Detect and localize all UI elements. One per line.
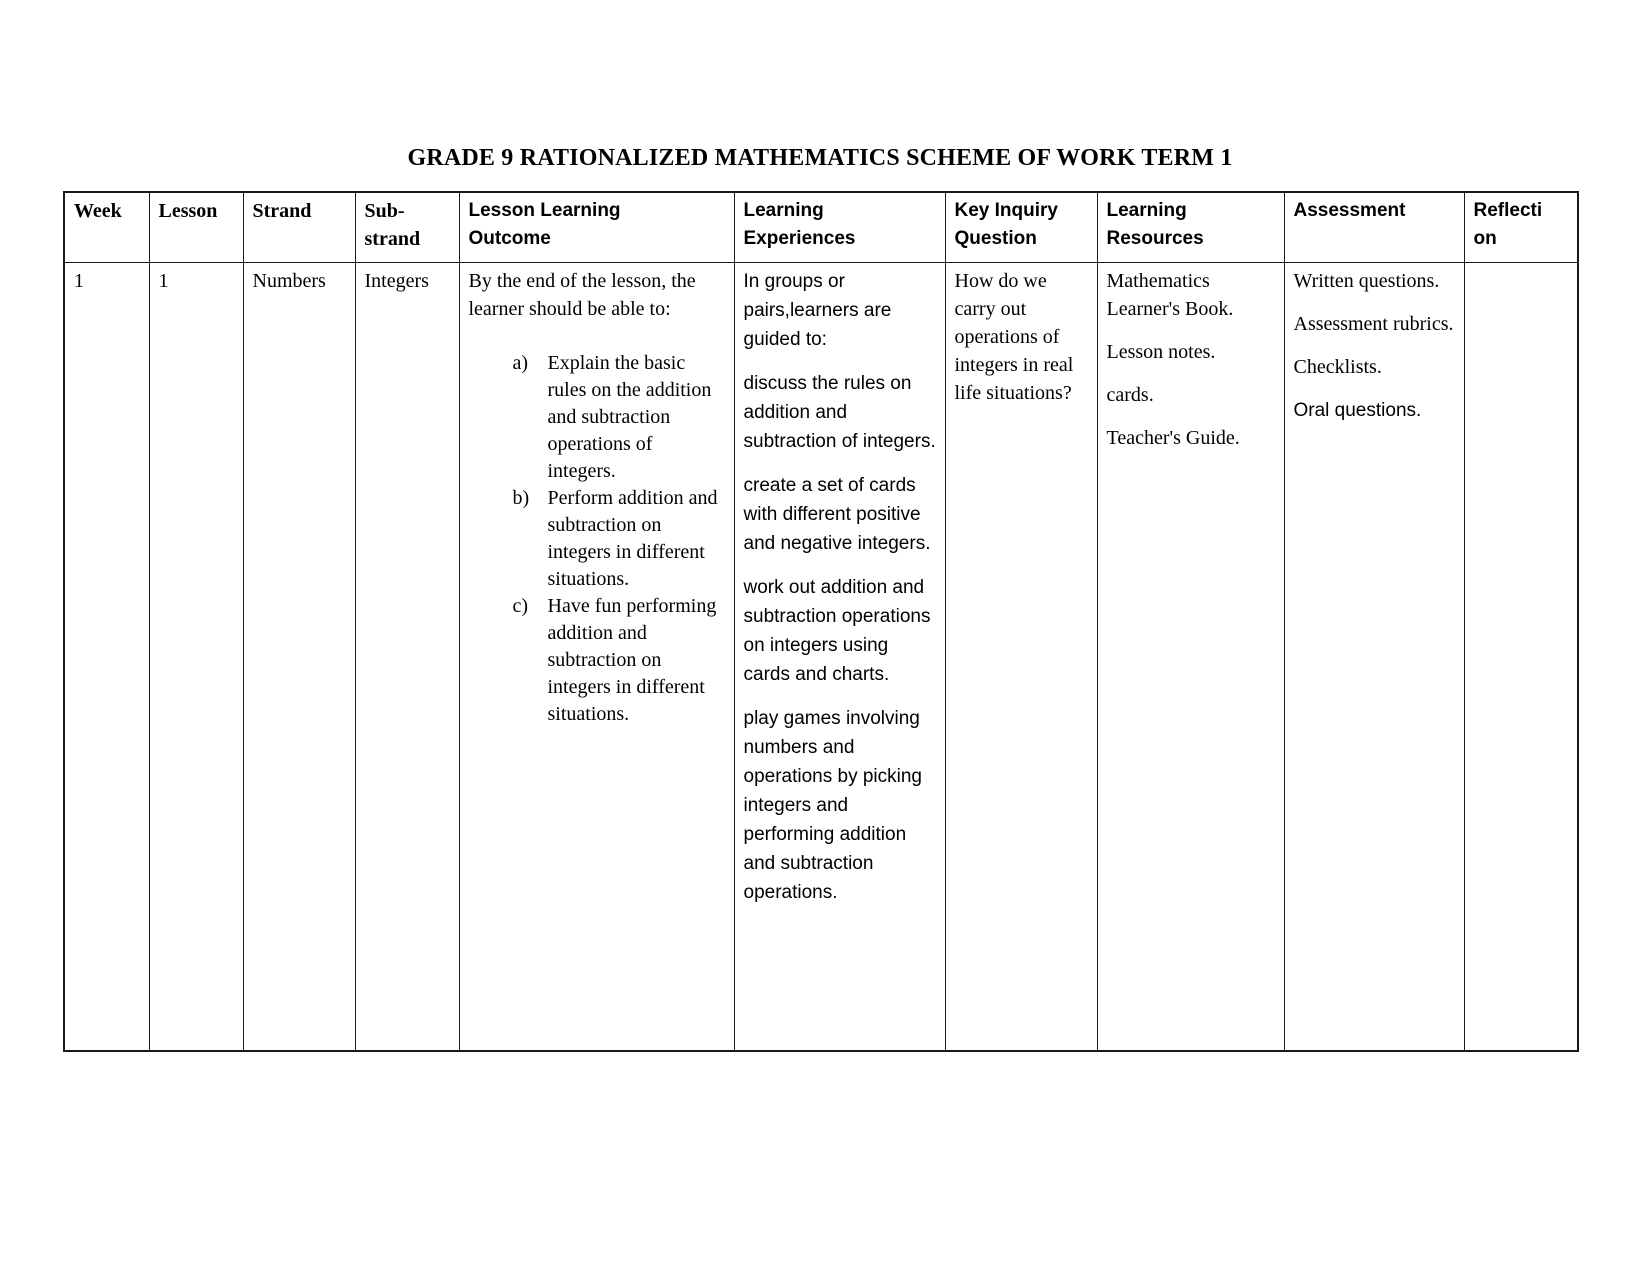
outcome-item-text: Explain the basic rules on the addition and subtraction operations of integers. (547, 351, 712, 482)
header-sub-strand (355, 192, 459, 262)
header-lesson-learning-outcome (459, 192, 734, 262)
header-week (64, 192, 149, 262)
outcome-item-marker: a) (512, 351, 529, 374)
header-strand (243, 192, 355, 262)
resource-item: Mathematics Learner's Book. (1106, 269, 1234, 320)
header-assessment (1284, 192, 1464, 262)
resource-item: Teacher's Guide. (1106, 426, 1240, 449)
inquiry-question: How do we carry out operations of integers in real life situations? (954, 269, 1074, 404)
outcome-item (469, 485, 726, 593)
resource-item: Lesson notes. (1106, 340, 1216, 363)
header-strand-label: Strand (252, 200, 312, 222)
header-reflection (1464, 192, 1578, 262)
cell-learning-experiences (734, 262, 945, 1051)
header-assessment-label: Assessment (1293, 200, 1406, 221)
header-inquiry-label: Key Inquiry Question (954, 200, 1058, 249)
cell-week: 1 (64, 262, 149, 1051)
header-experiences-label: Learning Experiences (743, 200, 856, 249)
cell-lesson: 1 (149, 262, 243, 1051)
cell-lesson-learning-outcome (459, 262, 734, 1051)
assessment-item: Oral questions. (1293, 399, 1422, 421)
cell-reflection (1464, 262, 1578, 1051)
outcome-item-text: Have fun performing addition and subtraction on integers in different situations. (547, 594, 717, 725)
header-week-label: Week (74, 200, 122, 222)
header-lesson (149, 192, 243, 262)
table-header-row (64, 192, 1578, 262)
outcome-list (469, 350, 726, 728)
assessment-item: Checklists. (1293, 355, 1382, 378)
header-lesson-label: Lesson (158, 200, 218, 222)
resource-item: cards. (1106, 383, 1154, 406)
scheme-of-work-table (63, 191, 1579, 1052)
table-body-row (64, 262, 1578, 1051)
outcome-item (469, 350, 726, 485)
header-reflection-label: Reflection (1473, 200, 1543, 249)
outcome-item-text: Perform addition and subtraction on integers in different situations. (547, 486, 718, 590)
outcome-item (469, 593, 726, 728)
header-resources-label: Learning Resources (1106, 200, 1204, 249)
outcome-item-marker: b) (512, 486, 530, 509)
cell-key-inquiry-question (945, 262, 1097, 1051)
outcome-item-marker: c) (512, 594, 529, 617)
experience-activity: create a set of cards with different positive and negative integers. (743, 474, 931, 554)
page-title: GRADE 9 RATIONALIZED MATHEMATICS SCHEME OF WORK TERM 1 (407, 145, 1233, 171)
header-learning-experiences (734, 192, 945, 262)
header-sub-strand-label: Sub-strand (364, 200, 421, 250)
cell-strand: Numbers (243, 262, 355, 1051)
header-outcome-label: Lesson Learning Outcome (468, 200, 621, 249)
assessment-item: Assessment rubrics. (1293, 312, 1454, 335)
header-key-inquiry-question (945, 192, 1097, 262)
cell-sub-strand: Integers (355, 262, 459, 1051)
assessment-item: Written questions. (1293, 269, 1440, 292)
experience-activity: work out addition and subtraction operations on integers using cards and charts. (743, 576, 931, 685)
cell-learning-resources (1097, 262, 1284, 1051)
experience-activity: discuss the rules on addition and subtraction of integers. (743, 372, 936, 452)
experience-intro: In groups or pairs,learners are guided to: (743, 270, 892, 350)
outcome-intro: By the end of the lesson, the learner should be able to: (468, 269, 696, 320)
experience-activity: play games involving numbers and operations by picking integers and performing addition and subtraction operations. (743, 707, 922, 903)
cell-assessment (1284, 262, 1464, 1051)
header-learning-resources (1097, 192, 1284, 262)
